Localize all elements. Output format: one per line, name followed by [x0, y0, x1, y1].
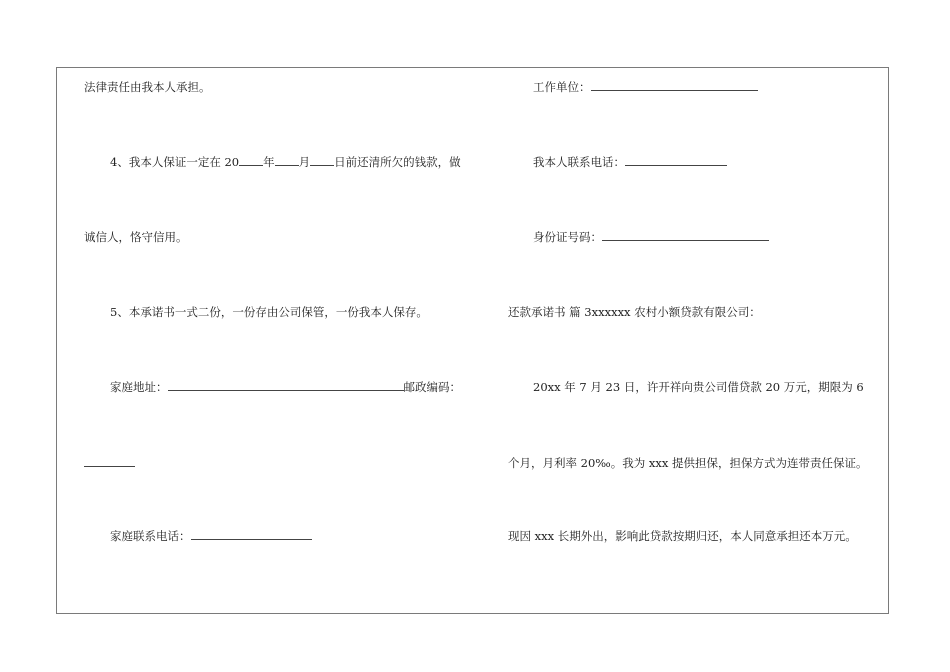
- home-address-label: 家庭地址：: [110, 380, 168, 394]
- left-line-integrity: 诚信人，恪守信用。: [84, 230, 188, 244]
- id-number-line: [533, 230, 769, 244]
- contact-phone-line: [533, 155, 727, 169]
- month-blank: [275, 155, 299, 166]
- postcode-blank: [84, 456, 135, 467]
- promise-text-prefix: 4、我本人保证一定在 20: [110, 155, 240, 169]
- home-address-blank: [168, 380, 404, 391]
- year-label: 年: [263, 155, 275, 169]
- left-line-copies: 5、本承诺书一式二份，一份存由公司保管，一份我本人保存。: [110, 305, 428, 319]
- promise-text-suffix: 日前还清所欠的钱款，做: [334, 155, 461, 169]
- left-line-repayment-promise: [110, 155, 461, 169]
- home-phone-label: 家庭联系电话：: [110, 529, 191, 543]
- home-phone-line: [110, 529, 312, 543]
- contact-phone-blank: [625, 155, 727, 166]
- work-unit-line: [533, 80, 758, 94]
- home-address-line: [110, 380, 461, 394]
- day-blank: [310, 155, 334, 166]
- id-number-label: 身份证号码：: [533, 230, 602, 244]
- contact-phone-label: 我本人联系电话：: [533, 155, 625, 169]
- work-unit-label: 工作单位：: [533, 80, 591, 94]
- postcode-line: [84, 456, 135, 470]
- loan-paragraph-line-1: 20xx 年 7 月 23 日，许开祥向贵公司借贷款 20 万元，期限为 6: [533, 380, 864, 394]
- work-unit-blank: [591, 80, 758, 91]
- left-line-liability: 法律责任由我本人承担。: [84, 80, 211, 94]
- loan-paragraph-line-2: 个月，月利率 20‰。我为 xxx 提供担保，担保方式为连带责任保证。: [508, 456, 868, 470]
- home-phone-blank: [191, 529, 312, 540]
- postcode-label: 邮政编码：: [403, 380, 461, 394]
- month-label: 月: [298, 155, 311, 169]
- id-number-blank: [602, 230, 769, 241]
- year-blank: [239, 155, 263, 166]
- section-heading: 还款承诺书 篇 3xxxxxx 农村小额贷款有限公司：: [508, 305, 761, 319]
- loan-paragraph-line-3: 现因 xxx 长期外出，影响此贷款按期归还，本人同意承担还本万元。: [508, 529, 857, 543]
